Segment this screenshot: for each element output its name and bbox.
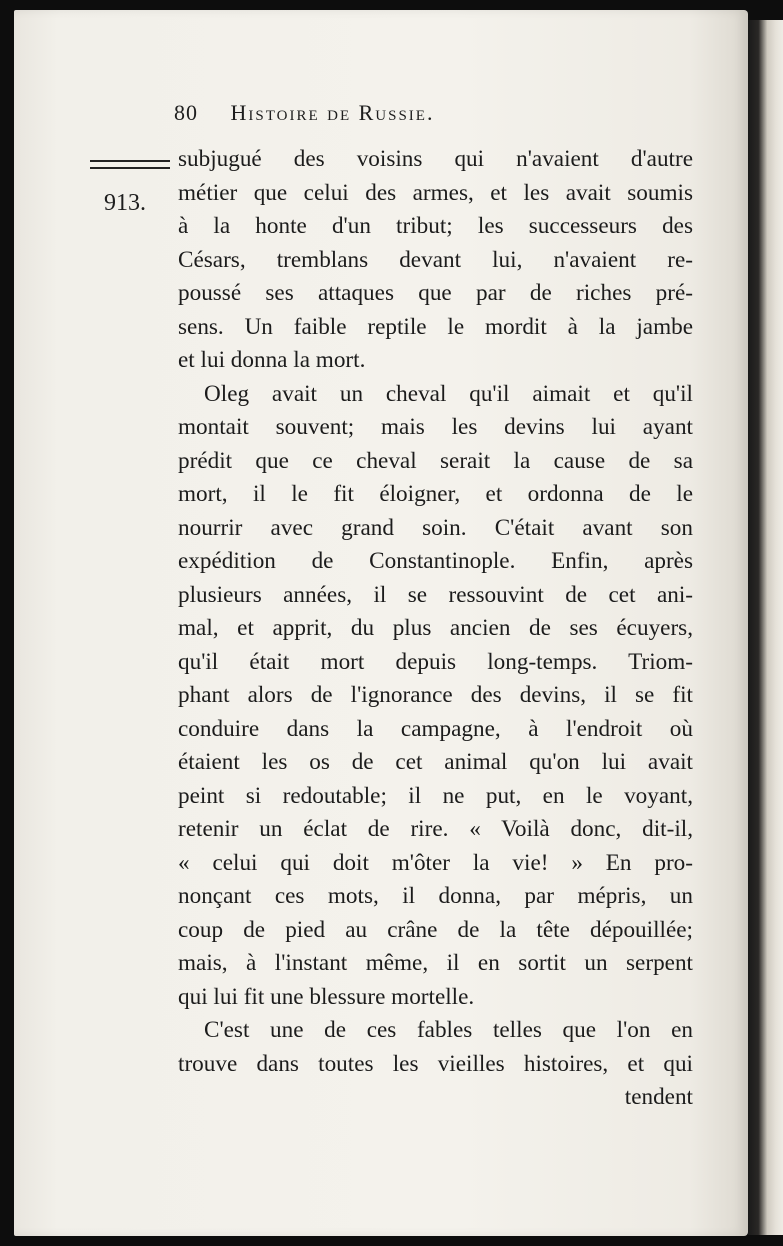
body-text [178,143,693,1115]
text-line: nonçant ces mots, il donna, par mépris, un [178,883,693,909]
margin-year: 913. [104,190,146,216]
text-line: qu'il était mort depuis long-temps. Triom- [178,648,693,675]
text-line: expédition de Constantinople. Enfin, après [178,548,693,574]
page-number: 80 [174,100,198,125]
facing-page-edge [748,20,783,1235]
text-line: « celui qui doit m'ôter la vie! » En pro- [178,849,693,876]
text-line: sens. Un faible reptile le mordit à la jambe [178,313,693,340]
text-line: nourrir avec grand soin. C'était avant son [178,514,693,541]
text-line: métier que celui des armes, et les avait soumis [178,179,693,206]
text-line: trouve dans toutes les vieilles histoires, et qui [178,1050,693,1077]
text-line: conduire dans la campagne, à l'endroit où [178,715,693,742]
text-line: étaient les os de cet animal qu'on lui avait [178,749,693,775]
text-line: peint si redoutable; il ne put, en le voyant, [178,782,693,809]
text-line: coup de pied au crâne de la tête dépouillée; [178,916,693,943]
text-line: prédit que ce cheval serait la cause de sa [178,447,693,474]
text-line: Césars, tremblans devant lui, n'avaient re- [178,246,693,273]
running-title: Histoire de Russie. [230,100,435,125]
text-line: plusieurs années, il se ressouvint de cet ani- [178,581,693,608]
text-line: subjugué des voisins qui n'avaient d'autre [178,146,693,172]
running-header [174,100,574,126]
text-line: C'est une de ces fables telles que l'on en [204,1017,693,1043]
text-line: mais, à l'instant même, il en sortit un serpent [178,950,693,976]
text-line: mort, il le fit éloigner, et ordonna de le [178,481,693,507]
text-line: à la honte d'un tribut; les successeurs des [178,213,693,239]
text-line: phant alors de l'ignorance des devins, il se fit [178,682,693,708]
text-line: qui lui fit une blessure mortelle. [178,983,475,1010]
text-line: poussé ses attaques que par de riches pré- [178,280,693,306]
section-rule [90,160,170,169]
text-line: tendent [624,1084,693,1110]
text-line: retenir un éclat de rire. « Voilà donc, dit-il, [178,816,693,842]
text-line: mal, et apprit, du plus ancien de ses écuyers, [178,615,693,641]
text-line: et lui donna la mort. [178,347,366,373]
text-line: Oleg avait un cheval qu'il aimait et qu'il [204,380,693,407]
text-line: montait souvent; mais les devins lui ayant [178,414,693,440]
